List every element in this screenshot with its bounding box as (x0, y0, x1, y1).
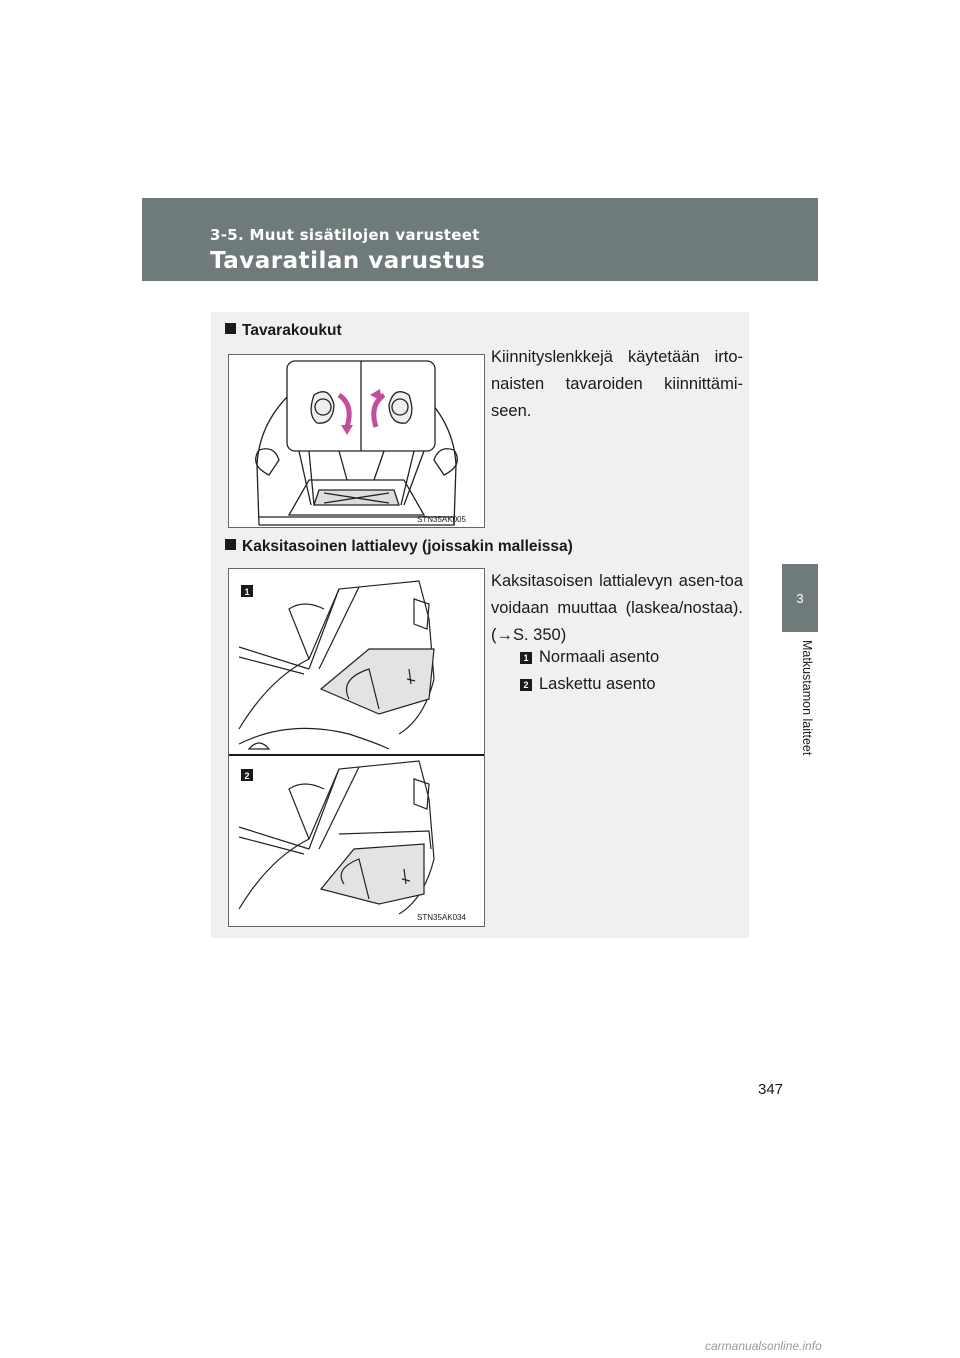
number-badge: 2 (520, 679, 532, 691)
cargo-hooks-illustration (229, 355, 484, 527)
square-bullet-icon (225, 539, 236, 550)
chapter-number: 3 (796, 590, 804, 606)
figure-double-floor (228, 568, 485, 927)
header-band (142, 198, 818, 281)
number-badge: 1 (520, 652, 532, 664)
chapter-label: Matkustamon laitteet (800, 640, 814, 756)
figure-code: STN35AK034 (417, 913, 466, 922)
svg-text:1: 1 (244, 587, 250, 597)
svg-text:2: 2 (244, 771, 250, 781)
list-item-normal: 1 Normaali asento (520, 648, 659, 667)
chapter-tab (782, 564, 818, 632)
figure-code: STN35AK005 (417, 515, 466, 524)
page-title: Tavaratilan varustus (210, 248, 486, 274)
figure-cargo-hooks (228, 354, 485, 528)
heading-tavarakoukut: Tavarakoukut (225, 322, 342, 340)
double-floor-illustration (229, 569, 484, 926)
watermark[interactable]: carmanualsonline.info (705, 1339, 822, 1353)
content-box (211, 312, 749, 938)
page-number: 347 (758, 1081, 784, 1098)
body-text-hooks: Kiinnityslenkkejä käytetään irto-naisten tavaroiden kiinnittämi-seen. (491, 348, 743, 420)
heading-double-floor: Kaksitasoinen lattialevy (joissakin malleissa) (225, 538, 573, 556)
section-label: 3-5. Muut sisätilojen varusteet (210, 226, 480, 244)
list-item-lowered: 2 Laskettu asento (520, 675, 656, 694)
body-text-double-floor: Kaksitasoisen lattialevyn asen-toa voidaan muuttaa (laskea/nostaa). (→S. 350) (491, 572, 743, 644)
square-bullet-icon (225, 323, 236, 334)
